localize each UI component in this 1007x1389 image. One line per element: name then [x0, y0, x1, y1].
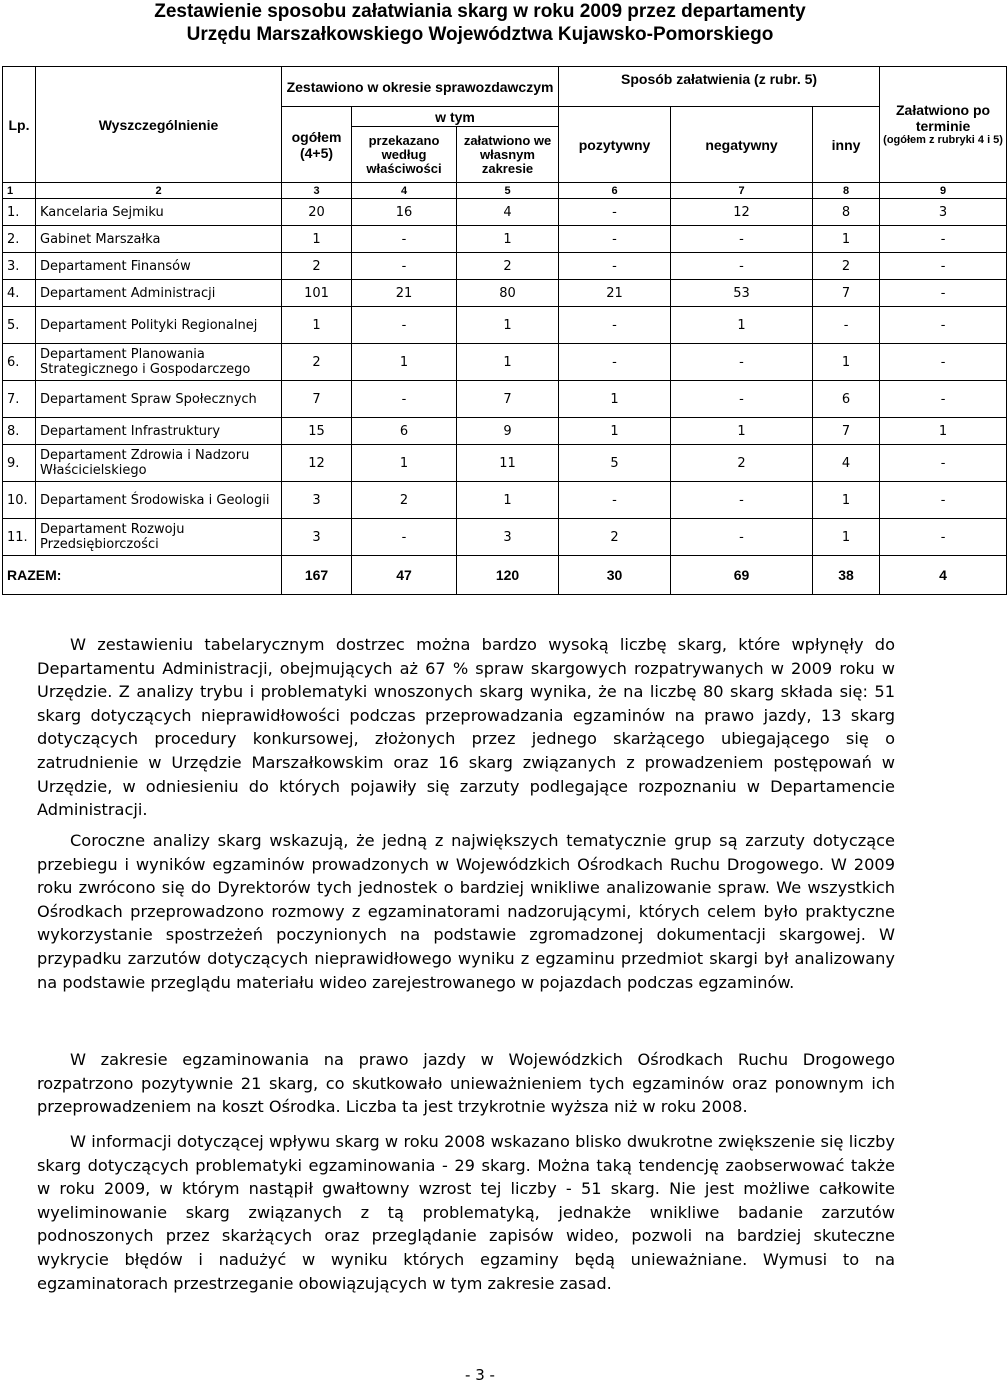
row-value: -: [880, 226, 1007, 253]
total-value: 120: [457, 556, 559, 595]
row-value: 1: [813, 226, 880, 253]
row-value: 2: [282, 253, 352, 280]
paragraph-3: [37, 1048, 895, 1119]
row-value: -: [352, 381, 457, 418]
row-value: -: [352, 307, 457, 344]
col-number: 7: [671, 183, 813, 199]
row-value: 9: [457, 418, 559, 445]
col-number: 3: [282, 183, 352, 199]
col-number: 6: [559, 183, 671, 199]
paragraph-text: Coroczne analizy skarg wskazują, że jedną z największych tematycznie grup są zarzuty dotyczące przebiegu i wyników egzaminów prowadzonych w Wojewódzkich Ośrodkach Ruchu Drogowego. W 2009 roku zwrócono się do Dyrektorów tych jednostek o bardziej wnikliwe analizowanie spraw. We wszystkich Ośrodkach przeprowadzono rozmowy z egzaminatorami nadzorującymi, których celem było praktyczne wykorzystanie spostrzeżeń poczynionych na podstawie zgromadzonej dokumentacji skargowej. W przypadku zarzutów dotyczących nieprawidłowego wyniku z egzaminu przedmiot skargi był analizowany na podstawie przeglądu materiału wideo zarejestrowanego w pojazdach podczas egzaminów.: [37, 831, 895, 992]
header-w-tym: w tym: [352, 107, 559, 127]
row-name: Gabinet Marszałka: [36, 226, 282, 253]
row-value: -: [880, 280, 1007, 307]
row-value: -: [880, 344, 1007, 381]
row-value: -: [671, 482, 813, 519]
paragraph-text: W informacji dotyczącej wpływu skarg w roku 2008 wskazano blisko dwukrotne zwiększenie się liczby skarg dotyczących problematyki egzaminowania - 29 skarg. Można taką tendencję zaobserwować także w roku 2009, w którym nastąpił gwałtowny wzrost tej liczby - 51 skarg. Nie jest możliwe całkowite wyeliminowanie skarg związanych z tą problematyką, jednakże wnikliwe badanie zarzutów podnoszonych przez skarżących oraz przeglądanie zapisów wideo, pozwoli na bardziej skuteczne wykrycie błędów i nadużyć w wyniku których egzaminy będą unieważniane. Wymusi to na egzaminatorach przestrzeganie obowiązujących w tym zakresie zasad.: [37, 1132, 895, 1293]
row-lp: 10.: [3, 482, 36, 519]
header-ogolem: ogółem (4+5): [282, 107, 352, 183]
row-value: -: [880, 445, 1007, 482]
row-value: -: [559, 482, 671, 519]
header-sposob: Sposób załatwienia (z rubr. 5): [559, 67, 880, 107]
row-value: 3: [457, 519, 559, 556]
row-value: -: [880, 253, 1007, 280]
total-row: [3, 556, 1007, 595]
row-value: 53: [671, 280, 813, 307]
row-name: Departament Infrastruktury: [36, 418, 282, 445]
row-value: 5: [559, 445, 671, 482]
table-row: [3, 226, 1007, 253]
row-value: 1: [671, 418, 813, 445]
row-value: -: [559, 253, 671, 280]
row-value: 21: [559, 280, 671, 307]
header-zestawiono: Zestawiono w okresie sprawozdawczym: [282, 67, 559, 107]
header-po-terminie-label: Załatwiono po terminie: [896, 102, 991, 134]
row-name: Departament Środowiska i Geologii: [36, 482, 282, 519]
total-value: 30: [559, 556, 671, 595]
row-lp: 1.: [3, 199, 36, 226]
row-lp: 11.: [3, 519, 36, 556]
col-number: 5: [457, 183, 559, 199]
row-value: 1: [457, 344, 559, 381]
row-value: 3: [282, 482, 352, 519]
row-value: 7: [813, 418, 880, 445]
row-value: 80: [457, 280, 559, 307]
col-number: 4: [352, 183, 457, 199]
header-negatywny: negatywny: [671, 107, 813, 183]
row-value: 3: [880, 199, 1007, 226]
table-row: [3, 280, 1007, 307]
row-name: Departament Administracji: [36, 280, 282, 307]
row-value: 6: [352, 418, 457, 445]
row-lp: 3.: [3, 253, 36, 280]
title-line-1: Zestawienie sposobu załatwiania skarg w roku 2009 przez departamenty: [154, 1, 806, 22]
table-row: [3, 519, 1007, 556]
row-value: -: [880, 482, 1007, 519]
row-name: Departament Polityki Regionalnej: [36, 307, 282, 344]
row-value: -: [559, 226, 671, 253]
row-value: 1: [457, 226, 559, 253]
row-value: 1: [282, 307, 352, 344]
paragraph-4: [37, 1130, 895, 1295]
header-po-terminie: [880, 67, 1007, 183]
paragraph-text: W zakresie egzaminowania na prawo jazdy w Wojewódzkich Ośrodkach Ruchu Drogowego rozpatrzono pozytywnie 21 skarg, co skutkowało unieważnieniem tych egzaminów oraz ponownym ich przeprowadzeniem na koszt Ośrodka. Liczba ta jest trzykrotnie wyższa niż w roku 2008.: [37, 1050, 895, 1117]
row-name: Kancelaria Sejmiku: [36, 199, 282, 226]
row-name: Departament Planowania Strategicznego i Gospodarczego: [36, 344, 282, 381]
table-row: [3, 199, 1007, 226]
col-number: 2: [36, 183, 282, 199]
col-number: 9: [880, 183, 1007, 199]
row-value: 1: [352, 344, 457, 381]
header-lp: Lp.: [3, 67, 36, 183]
row-value: 2: [457, 253, 559, 280]
row-value: -: [671, 253, 813, 280]
col-number: 1: [3, 183, 36, 199]
row-value: -: [671, 381, 813, 418]
table-row: [3, 482, 1007, 519]
row-lp: 8.: [3, 418, 36, 445]
row-value: 4: [813, 445, 880, 482]
row-value: 1: [457, 482, 559, 519]
row-value: 15: [282, 418, 352, 445]
row-value: -: [559, 307, 671, 344]
total-value: 69: [671, 556, 813, 595]
row-value: 6: [813, 381, 880, 418]
row-value: 101: [282, 280, 352, 307]
row-value: -: [880, 307, 1007, 344]
complaints-table: [2, 66, 1007, 595]
row-value: 16: [352, 199, 457, 226]
row-name: Departament Rozwoju Przedsiębiorczości: [36, 519, 282, 556]
row-lp: 7.: [3, 381, 36, 418]
paragraph-1: [37, 633, 895, 822]
row-value: 1: [813, 482, 880, 519]
header-pozytywny: pozytywny: [559, 107, 671, 183]
header-inny: inny: [813, 107, 880, 183]
row-value: -: [352, 226, 457, 253]
row-value: 1: [813, 519, 880, 556]
row-value: 2: [352, 482, 457, 519]
total-label: RAZEM:: [3, 556, 282, 595]
col-number: 8: [813, 183, 880, 199]
row-name: Departament Spraw Społecznych: [36, 381, 282, 418]
row-value: 21: [352, 280, 457, 307]
title-line-2: Urzędu Marszałkowskiego Województwa Kujawsko-Pomorskiego: [186, 24, 774, 45]
header-po-terminie-note: (ogółem z rubryki 4 i 5): [883, 134, 1003, 146]
row-name: Departament Zdrowia i Nadzoru Właścicielskiego: [36, 445, 282, 482]
row-value: 11: [457, 445, 559, 482]
row-value: 12: [671, 199, 813, 226]
paragraph-2: [37, 829, 895, 994]
row-value: -: [880, 381, 1007, 418]
row-value: 1: [352, 445, 457, 482]
row-value: -: [671, 519, 813, 556]
row-name: Departament Finansów: [36, 253, 282, 280]
row-lp: 4.: [3, 280, 36, 307]
row-value: -: [813, 307, 880, 344]
paragraph-text: W zestawieniu tabelarycznym dostrzec można bardzo wysoką liczbę skarg, które wpłynęły do Departamentu Administracji, obejmujących aż 67 % spraw skargowych rozpatrywanych w 2009 roku w Urzędzie. Z analizy trybu i problematyki wnoszonych skarg wynika, że na liczbę 80 skarg składa się: 51 skarg dotyczących nieprawidłowości podczas przeprowadzania egzaminów na prawo jazdy, 13 skarg dotyczących procedury konkursowej, złożonych przez jednego skarżącego ubiegającego się o zatrudnienie w Urzędzie Marszałkowskim oraz 16 skarg związanych z prowadzeniem postępowań w Urzędzie, w odniesieniu do których pojawiły się zarzuty podlegające rozpoznaniu w Departamencie Administracji.: [37, 635, 895, 820]
row-value: 7: [282, 381, 352, 418]
row-value: 2: [813, 253, 880, 280]
total-value: 4: [880, 556, 1007, 595]
row-value: -: [559, 344, 671, 381]
header-wyszczegolnienie: Wyszczególnienie: [36, 67, 282, 183]
row-value: -: [880, 519, 1007, 556]
row-value: 2: [559, 519, 671, 556]
row-value: 2: [671, 445, 813, 482]
header-przekazano: przekazano według właściwości: [352, 127, 457, 183]
row-value: 1: [282, 226, 352, 253]
total-value: 47: [352, 556, 457, 595]
row-value: -: [671, 226, 813, 253]
row-value: 1: [671, 307, 813, 344]
row-value: -: [352, 519, 457, 556]
row-value: 1: [559, 418, 671, 445]
table-row: [3, 381, 1007, 418]
page-number: - 3 -: [465, 1366, 495, 1384]
table-row: [3, 418, 1007, 445]
row-value: 20: [282, 199, 352, 226]
row-value: -: [352, 253, 457, 280]
row-value: -: [559, 199, 671, 226]
row-value: 1: [813, 344, 880, 381]
row-lp: 2.: [3, 226, 36, 253]
row-value: 8: [813, 199, 880, 226]
table-row: [3, 344, 1007, 381]
column-number-row: [3, 183, 1007, 199]
page-title: [0, 0, 960, 46]
row-value: 1: [880, 418, 1007, 445]
row-value: -: [671, 344, 813, 381]
row-value: 2: [282, 344, 352, 381]
total-value: 167: [282, 556, 352, 595]
row-value: 7: [813, 280, 880, 307]
table-row: [3, 253, 1007, 280]
table-row: [3, 445, 1007, 482]
row-lp: 9.: [3, 445, 36, 482]
total-value: 38: [813, 556, 880, 595]
row-value: 1: [457, 307, 559, 344]
table-row: [3, 307, 1007, 344]
header-zalatwiono-wlasny: załatwiono we własnym zakresie: [457, 127, 559, 183]
row-value: 12: [282, 445, 352, 482]
row-value: 7: [457, 381, 559, 418]
row-value: 4: [457, 199, 559, 226]
row-lp: 6.: [3, 344, 36, 381]
row-value: 3: [282, 519, 352, 556]
row-lp: 5.: [3, 307, 36, 344]
row-value: 1: [559, 381, 671, 418]
